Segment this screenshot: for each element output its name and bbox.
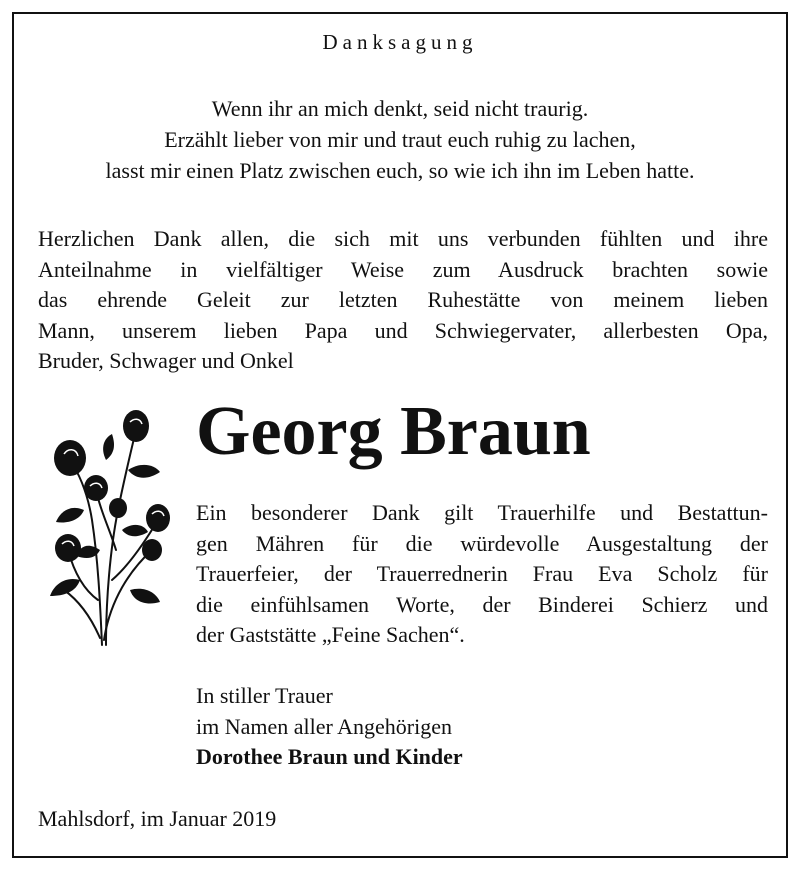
special-thanks-line: Trauerfeier, der Trauerrednerin Frau Eva Scholz für xyxy=(196,561,768,586)
special-thanks-line: Ein besonderer Dank gilt Trauerhilfe und Bestattun- xyxy=(196,500,768,525)
poem-line: lasst mir einen Platz zwischen euch, so wie ich ihn im Leben hatte. xyxy=(105,158,695,183)
signature-line: im Namen aller Angehörigen xyxy=(196,713,452,739)
thanks-line: Bruder, Schwager und Onkel xyxy=(38,348,294,373)
poem-line: Wenn ihr an mich denkt, seid nicht traurig. xyxy=(211,96,589,121)
rose-bouquet-icon xyxy=(40,400,180,650)
place-date: Mahlsdorf, im Januar 2019 xyxy=(38,806,277,831)
family-name: Dorothee Braun und Kinder xyxy=(196,744,463,769)
signature-line: In stiller Trauer xyxy=(196,683,333,708)
special-thanks-line: der Gaststätte „Feine Sachen“. xyxy=(196,622,465,647)
poem-block xyxy=(0,93,800,186)
special-thanks-paragraph xyxy=(196,498,768,651)
signature-block xyxy=(196,681,463,773)
special-thanks-line: gen Mähren für die würdevolle Ausgestaltung der xyxy=(196,530,768,556)
special-thanks-line: die einfühlsamen Worte, der Binderei Schierz und xyxy=(196,591,768,617)
thanks-line: Anteilnahme in vielfältiger Weise zum Ausdruck brachten sowie xyxy=(38,256,768,282)
poem-line: Erzählt lieber von mir und traut euch ruhig zu lachen, xyxy=(164,127,636,152)
thanks-line: Herzlichen Dank allen, die sich mit uns verbunden fühlten und ihre xyxy=(38,226,768,251)
thanks-line: Mann, unserem lieben Papa und Schwiegervater, allerbesten Opa, xyxy=(38,317,768,343)
deceased-name: Georg Braun xyxy=(196,393,591,470)
thanks-line: das ehrende Geleit zur letzten Ruhestätte von meinem lieben xyxy=(38,287,768,312)
notice-heading: Danksagung xyxy=(322,30,478,54)
thanks-paragraph xyxy=(38,224,768,377)
